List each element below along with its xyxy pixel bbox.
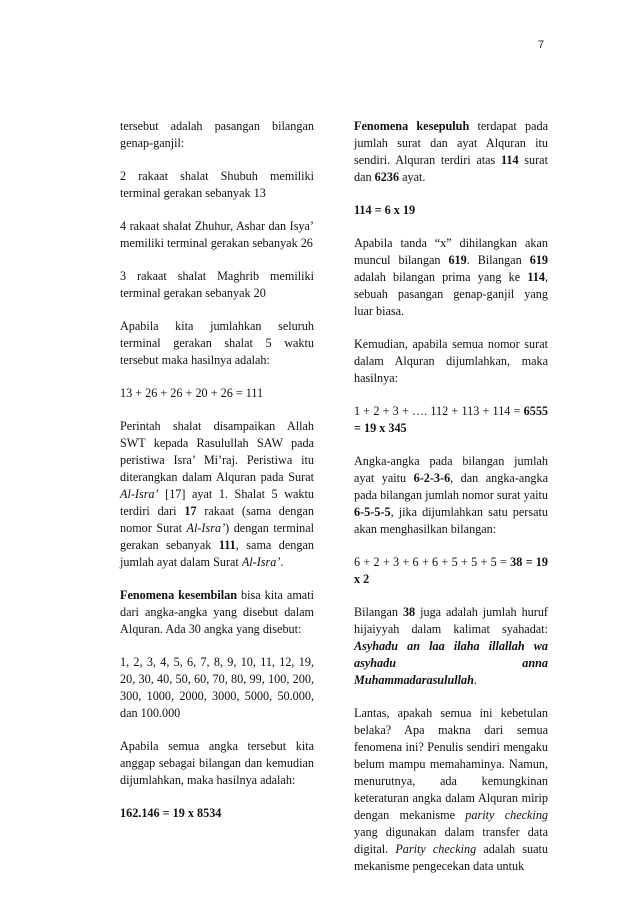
right-column (354, 118, 548, 891)
equation (354, 403, 548, 437)
text: , sebuah pasangan genap-ganjil yang luar biasa. (354, 270, 548, 318)
text: 6 + 2 + 3 + 6 + 6 + 5 + 5 + 5 = (354, 555, 511, 569)
number: 17 (184, 504, 197, 518)
number: 6-2-3-6 (413, 471, 451, 485)
number: 114 (527, 270, 545, 284)
text: Lantas, apakah semua ini kebetulan belaka? Apa makna dari semua fenomena ini? Penulis sendiri mengaku belum mampu memahaminya. Namun, menurutnya, ada kemungkinan keteraturan angka dalam Alquran mirip dengan mekanisme (354, 706, 548, 822)
text: Perintah shalat disampaikan Allah SWT kepada Rasulullah SAW pada peristiwa Isra’ Mi’raj. Peristiwa itu diterangkan dalam Alquran pada Surat (120, 419, 314, 484)
text: adalah suatu mekanisme pengecekan data untuk (354, 842, 548, 873)
paragraph: Apabila kita jumlahkan seluruh terminal gerakan shalat 5 waktu tersebut maka hasilnya adalah: (120, 319, 314, 367)
text: terdapat pada jumlah surat dan ayat Alquran itu sendiri. Alquran terdiri atas (354, 119, 548, 167)
result: 6555 = 19 x 345 (354, 404, 548, 435)
paragraph (354, 235, 548, 320)
number: 114 (500, 153, 519, 167)
paragraph (120, 418, 314, 571)
text: ) dengan terminal gerakan sebanyak (120, 521, 314, 552)
text: Apabila tanda “x” dihilangkan akan muncul bilangan (354, 236, 548, 267)
term: parity checking (465, 808, 549, 822)
text: . (280, 555, 284, 569)
equation: 114 = 6 x 19 (354, 203, 416, 217)
paragraph: 4 rakaat shalat Zhuhur, Ashar dan Isya’ memiliki terminal gerakan sebanyak 26 (120, 219, 314, 250)
equation: 13 + 26 + 26 + 20 + 26 = 111 (120, 386, 264, 400)
result: 38 = 19 x 2 (354, 555, 548, 586)
text: . (473, 673, 477, 687)
number-list: 1, 2, 3, 4, 5, 6, 7, 8, 9, 10, 11, 12, 19, 20, 30, 40, 50, 60, 70, 80, 99, 100, 200, 300, 1000, 2000, 3000, 5000, 50.000, dan 100.000 (120, 655, 314, 720)
syahadat-phrase: Asyhadu an laa ilaha illallah wa asyhadu anna Muhammadarasulullah (354, 639, 548, 687)
number: 111 (218, 538, 236, 552)
surah-name: Al-Isra’ (120, 487, 159, 501)
text: 1 + 2 + 3 + …. 112 + 113 + 114 = (354, 404, 524, 418)
text: , sama dengan jumlah ayat dalam Surat (120, 538, 314, 569)
number: 6-5-5-5 (354, 505, 391, 519)
text: adalah bilangan prima yang ke (354, 270, 528, 284)
paragraph (120, 587, 314, 638)
term: Parity checking (395, 842, 477, 856)
equation (354, 554, 548, 588)
text: Angka-angka pada bilangan jumlah ayat yaitu (354, 454, 548, 485)
paragraph: tersebut adalah pasangan bilangan genap-ganjil: (120, 119, 314, 150)
paragraph: Kemudian, apabila semua nomor surat dalam Alquran dijumlahkan, maka hasilnya: (354, 337, 548, 385)
number: 619 (448, 253, 467, 267)
paragraph: 2 rakaat shalat Shubuh memiliki terminal gerakan sebanyak 13 (120, 169, 314, 200)
page-number: 7 (538, 39, 545, 51)
text: bisa kita amati dari angka-angka yang disebut dalam Alquran. Ada 30 angka yang disebut: (120, 588, 314, 636)
text: , dan angka-angka pada bilangan jumlah nomor surat yaitu (354, 471, 549, 502)
equation: 162.146 = 19 x 8534 (120, 806, 222, 820)
paragraph (354, 705, 548, 875)
text: . Bilangan (466, 253, 530, 267)
paragraph: 3 rakaat shalat Maghrib memiliki terminal gerakan sebanyak 20 (120, 269, 314, 300)
text: , jika dijumlahkan satu persatu akan menghasilkan bilangan: (354, 505, 548, 536)
paragraph (354, 604, 548, 689)
number: 6236 (374, 170, 400, 184)
number: 38 (402, 605, 416, 619)
number: 619 (529, 253, 548, 267)
text: [17] ayat 1. Shalat 5 waktu terdiri dari (120, 487, 314, 518)
section-heading: Fenomena kesembilan (120, 588, 238, 602)
left-column (120, 118, 314, 838)
text: Bilangan (354, 605, 403, 619)
paragraph (354, 453, 548, 538)
paragraph (354, 118, 548, 186)
text: yang digunakan dalam transfer data digital. (354, 825, 548, 856)
text: ayat. (399, 170, 426, 184)
text: rakaat (sama dengan nomor Surat (120, 504, 315, 535)
surah-name: Al-Isra’ (241, 555, 281, 569)
text: juga adalah jumlah huruf hijaiyyah dalam kalimat syahadat: (354, 605, 548, 636)
section-heading: Fenomena kesepuluh (354, 119, 470, 133)
surah-name: Al-Isra’ (186, 521, 226, 535)
text: surat dan (354, 153, 548, 184)
paragraph: Apabila semua angka tersebut kita anggap sebagai bilangan dan kemudian dijumlahkan, maka hasilnya adalah: (120, 739, 314, 787)
